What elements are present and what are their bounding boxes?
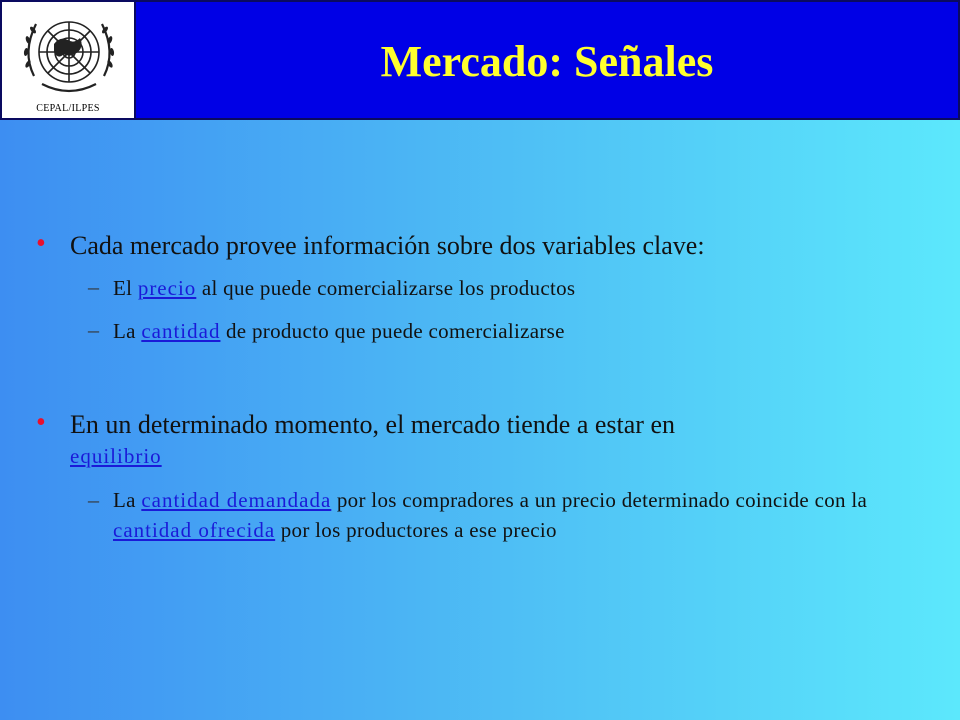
- dash-marker: –: [88, 317, 99, 342]
- sub-text: El: [113, 276, 138, 300]
- logo-caption: CEPAL/ILPES: [36, 103, 100, 114]
- sub-text: al que puede comercializarse los productos: [196, 276, 576, 300]
- sub-text: La: [113, 319, 142, 343]
- slide-title: Mercado: Señales: [380, 37, 714, 86]
- sub-text: por los compradores a un precio determinado coincide con la: [331, 488, 868, 512]
- bullet-1-text: Cada mercado provee información sobre dos variables clave:: [70, 231, 705, 260]
- sub-text: La: [113, 488, 142, 512]
- sub-item-equilibrio-def: [113, 485, 928, 545]
- bullet-marker: •: [36, 228, 46, 259]
- sub-item-precio: [113, 273, 943, 303]
- link-precio[interactable]: precio: [137, 276, 197, 300]
- link-cantidad[interactable]: cantidad: [141, 319, 221, 343]
- sub-text: por los productores a ese precio: [275, 518, 557, 542]
- dash-marker: –: [88, 487, 99, 512]
- link-equilibrio[interactable]: equilibrio: [70, 444, 162, 468]
- sub-text: de producto que puede comercializarse: [220, 319, 565, 343]
- sub-item-cantidad: [113, 316, 943, 346]
- bullet-2-text: En un determinado momento, el mercado tiende a estar en: [70, 410, 675, 439]
- dash-marker: –: [88, 274, 99, 299]
- bullet-2-link-line: [70, 442, 930, 471]
- link-cantidad-ofrecida[interactable]: cantidad ofrecida: [113, 518, 276, 542]
- link-cantidad-demandada[interactable]: cantidad demandada: [141, 488, 332, 512]
- bullet-marker: •: [36, 407, 46, 438]
